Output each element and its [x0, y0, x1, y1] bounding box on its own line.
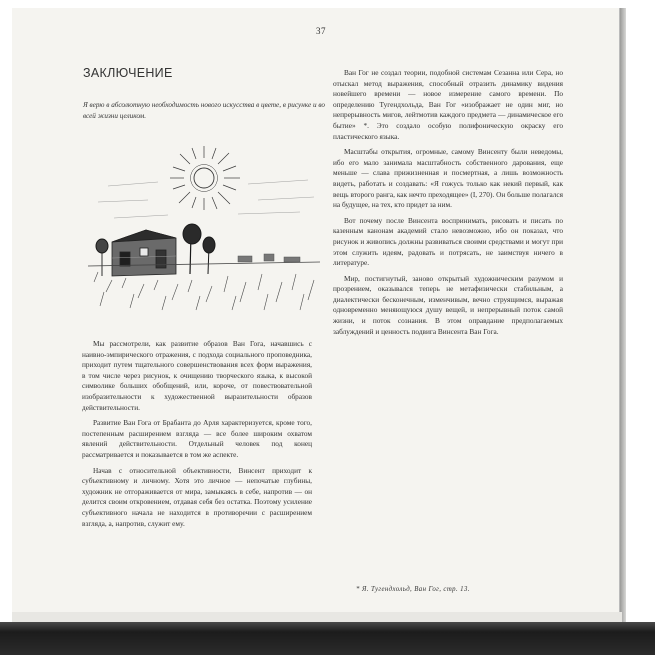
paragraph: Мир, постигнутый, заново открытый художническим разумом и прозрением, оказывался теперь не метафизически стабильным, а диалектически бесконечным, изменчивым, вечно струящимся, выражая одновременно меняющуюся душу вещей, и непрерывный поток самой жизни, и поток сознания. В этом оправдание предполагаемых заблуждений и ценность подвига Винсента Ван Гога.: [333, 273, 563, 336]
paragraph: Начав с относительной объективности, Винсент приходит к субъективному и личному. Хотя это личное — непочатые глубины, художник не отгораживается от мира, замыкаясь в себе, напротив — он делится своим откровением, отдавая себя без остатка. Поэтому усиление субъективного начала не находится в противоречии с расширением взгляда, а, напротив, служит ему.: [82, 465, 312, 528]
page-number: 37: [316, 26, 326, 36]
paragraph: Ван Гог не создал теории, подобной системам Сезанна или Сера, но отыскал метод выражения, способный отразить динамику видения новейшего времени — новое измерение самого времени. По определению Тугендхольда, Ван Гог «изображает не один миг, но непрерывность мигов, лейтмотив каждого предмета — динамическое его бытие» *. Это создало особую полифоническую окраску его пластического языка.: [333, 68, 563, 141]
left-text-column: [82, 339, 312, 529]
scanner-background: [0, 622, 655, 655]
sun-icon: [170, 146, 240, 210]
section-heading: ЗАКЛЮЧЕНИЕ: [83, 66, 173, 80]
farmhouse: [112, 230, 176, 276]
paragraph: Развитие Ван Гога от Брабанта до Арля характеризуется, кроме того, постепенным расширением взгляда — все более широким охватом явлений действительности. Отдельный человек под конец рассматривается и показывается в том же аспекте.: [82, 418, 312, 459]
page-edge: [620, 8, 626, 635]
paragraph: Вот почему после Винсента воспринимать, рисовать и писать по казенным канонам академий стало невозможно, ибо он показал, что рисунок и живопись должны развиваться своими средствами и могут при этом служить идеям, радовать и потрясать, не заимствуя ничего в литературе.: [333, 215, 563, 268]
epigraph: Я верю в абсолютную необходимость нового искусства в цвете, в рисунке и во всей жизни целиком.: [83, 101, 325, 120]
footnote: * Я. Тугендхольд, Ван Гог, стр. 13.: [356, 586, 470, 593]
wheat-field: [94, 272, 314, 310]
sun-over-farmhouse-drawing: [88, 142, 320, 312]
paragraph: Мы рассмотрели, как развитие образов Ван Гога, начавшись с наивно-эмпирического отражения, с подхода социального проповедника, приходит путем тщательного совершенствования всех форм выражения, в том числе через рисунок, к очищению творческого языка, к высокой символике больших обобщений, или, короче, от повествовательной изобразительности к художественной выразительности образов действительности.: [82, 339, 312, 412]
paragraph: Масштабы открытия, огромные, самому Винсенту были неведомы, ибо его мало занимала масштабность собственного дарования, еще меньше — слава прижизненная и посмертная, а лишь возможность видеть, работать и создавать: «Я гожусь только как некий первый, как вещь второго ранга, как нечто преходящее» (I, 270). Он больше полагался на будущее, на тех, кто придет за ним.: [333, 147, 563, 210]
right-text-column: [333, 68, 563, 337]
